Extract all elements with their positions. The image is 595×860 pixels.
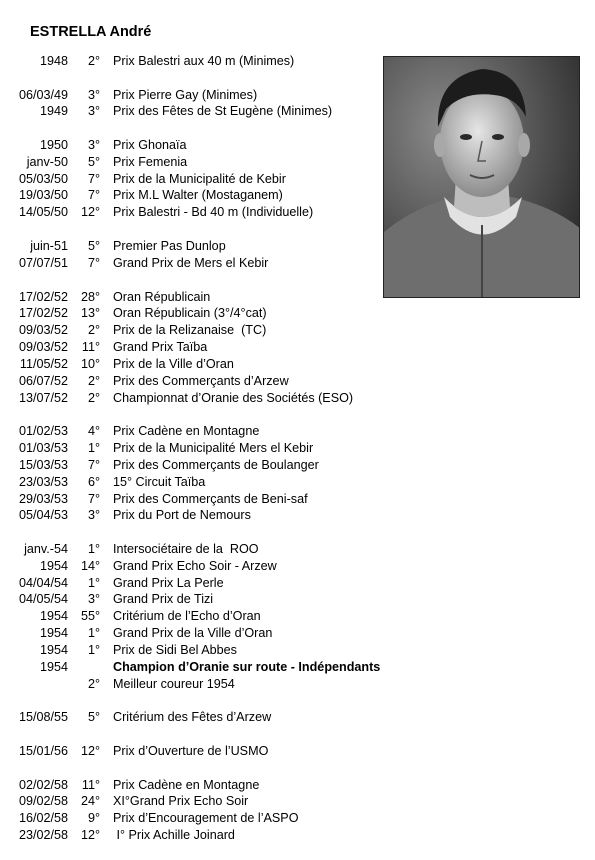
result-rank: 7°	[87, 172, 100, 186]
result-row	[0, 390, 560, 406]
result-row	[0, 625, 560, 641]
result-rank: 12°	[80, 828, 100, 842]
result-rank: 2°	[87, 677, 100, 691]
result-rank: 2°	[87, 391, 100, 405]
result-rank: 5°	[87, 710, 100, 724]
page-title: ESTRELLA André	[30, 24, 152, 40]
result-date: 1954	[39, 559, 68, 573]
result-date: 11/05/52	[19, 357, 68, 371]
result-event: Grand Prix La Perle	[113, 576, 224, 590]
result-event: Championnat d’Oranie des Sociétés (ESO)	[113, 391, 354, 405]
result-rank: 3°	[87, 88, 100, 102]
result-rank: 7°	[87, 492, 100, 506]
result-date: 05/04/53	[18, 508, 68, 522]
result-date: 07/07/51	[18, 256, 68, 270]
result-date: 02/02/58	[18, 778, 68, 792]
result-row	[0, 810, 560, 826]
result-rank: 1°	[87, 626, 100, 640]
result-row	[0, 204, 560, 220]
result-event: Oran Républicain (3°/4°cat)	[113, 306, 267, 320]
result-event: Grand Prix de Mers el Kebir	[113, 256, 269, 270]
result-rank: 3°	[87, 138, 100, 152]
result-row	[0, 827, 560, 843]
result-row	[0, 575, 560, 591]
result-rank: 14°	[80, 559, 100, 573]
result-row	[0, 642, 560, 658]
result-row	[0, 491, 560, 507]
result-date: 19/03/50	[18, 188, 68, 202]
result-event: Premier Pas Dunlop	[113, 239, 226, 253]
result-row	[0, 457, 560, 473]
result-event: Prix Cadène en Montagne	[113, 424, 260, 438]
result-date: 15/01/56	[18, 744, 68, 758]
result-event: Champion d’Oranie sur route - Indépendants	[113, 660, 381, 674]
result-date: 15/08/55	[18, 710, 68, 724]
result-event: Prix de la Relizanaise (TC)	[113, 323, 267, 337]
result-event: 15° Circuit Taïba	[113, 475, 206, 489]
result-rank: 12°	[80, 205, 100, 219]
result-row	[0, 793, 560, 809]
result-row	[0, 440, 560, 456]
result-row	[0, 322, 560, 338]
result-rank: 12°	[80, 744, 100, 758]
result-row	[0, 743, 560, 759]
result-rank: 11°	[81, 340, 100, 354]
result-date: 23/02/58	[18, 828, 68, 842]
result-event: Prix M.L Walter (Mostaganem)	[113, 188, 283, 202]
result-date: 06/03/49	[18, 88, 68, 102]
result-rank: 1°	[87, 542, 100, 556]
result-rank: 1°	[87, 441, 100, 455]
result-event: Prix de la Ville d’Oran	[113, 357, 234, 371]
result-date: 1948	[39, 54, 68, 68]
result-row	[0, 659, 560, 675]
result-event: XI°Grand Prix Echo Soir	[113, 794, 249, 808]
result-event: Intersociétaire de la ROO	[113, 542, 259, 556]
result-row	[0, 87, 560, 103]
result-event: Prix du Port de Nemours	[113, 508, 251, 522]
result-rank: 7°	[87, 256, 100, 270]
result-rank: 5°	[87, 239, 100, 253]
result-row	[0, 187, 560, 203]
result-row	[0, 507, 560, 523]
result-row	[0, 676, 560, 692]
result-row	[0, 171, 560, 187]
result-event: Prix d’Encouragement de l’ASPO	[113, 811, 299, 825]
result-date: 17/02/52	[18, 306, 68, 320]
result-row	[0, 154, 560, 170]
result-event: Critérium de l’Echo d’Oran	[113, 609, 261, 623]
result-rank: 4°	[87, 424, 100, 438]
result-rank: 7°	[87, 458, 100, 472]
result-event: Prix de la Municipalité de Kebir	[113, 172, 286, 186]
result-date: juin-51	[30, 239, 68, 253]
result-event: Prix des Fêtes de St Eugène (Minimes)	[113, 104, 333, 118]
result-row	[0, 289, 560, 305]
result-rank: 1°	[87, 643, 100, 657]
result-rank: 10°	[80, 357, 100, 371]
result-event: I° Prix Achille Joinard	[113, 828, 235, 842]
result-date: 23/03/53	[18, 475, 68, 489]
result-row	[0, 608, 560, 624]
result-event: Critérium des Fêtes d’Arzew	[113, 710, 272, 724]
result-event: Prix Cadène en Montagne	[113, 778, 260, 792]
result-row	[0, 558, 560, 574]
result-event: Prix Femenia	[113, 155, 188, 169]
result-event: Prix de la Municipalité Mers el Kebir	[113, 441, 314, 455]
result-date: 1954	[39, 660, 68, 674]
result-date: 09/02/58	[18, 794, 68, 808]
result-row	[0, 255, 560, 271]
result-rank: 2°	[87, 323, 100, 337]
result-date: 1954	[39, 609, 68, 623]
result-date: 1954	[39, 643, 68, 657]
result-date: 13/07/52	[18, 391, 68, 405]
result-row	[0, 373, 560, 389]
result-rank: 3°	[87, 592, 100, 606]
result-rank: 28°	[80, 290, 100, 304]
result-row	[0, 103, 560, 119]
result-date: 15/03/53	[18, 458, 68, 472]
result-date: 05/03/50	[18, 172, 68, 186]
result-date: 17/02/52	[18, 290, 68, 304]
result-row	[0, 541, 560, 557]
result-event: Prix des Commerçants de Boulanger	[113, 458, 319, 472]
result-row	[0, 53, 560, 69]
result-row	[0, 709, 560, 725]
result-rank: 3°	[87, 104, 100, 118]
result-date: 29/03/53	[18, 492, 68, 506]
result-row	[0, 238, 560, 254]
result-row	[0, 474, 560, 490]
result-date: 14/05/50	[18, 205, 68, 219]
result-rank: 11°	[81, 778, 100, 792]
result-event: Prix Pierre Gay (Minimes)	[113, 88, 258, 102]
result-row	[0, 356, 560, 372]
result-date: janv.-54	[24, 542, 68, 556]
result-rank: 3°	[87, 508, 100, 522]
result-event: Meilleur coureur 1954	[113, 677, 235, 691]
result-rank: 6°	[87, 475, 100, 489]
result-date: 1954	[39, 626, 68, 640]
result-event: Prix des Commerçants d’Arzew	[113, 374, 289, 388]
result-date: 04/04/54	[18, 576, 68, 590]
result-date: 09/03/52	[18, 340, 68, 354]
result-event: Grand Prix Taïba	[113, 340, 208, 354]
result-row	[0, 423, 560, 439]
result-date: 04/05/54	[18, 592, 68, 606]
result-rank: 2°	[87, 54, 100, 68]
result-event: Grand Prix de Tizi	[113, 592, 214, 606]
result-row	[0, 591, 560, 607]
result-date: 16/02/58	[18, 811, 68, 825]
result-rank: 2°	[87, 374, 100, 388]
result-rank: 55°	[80, 609, 100, 623]
result-event: Prix Ghonaïa	[113, 138, 187, 152]
result-event: Grand Prix Echo Soir - Arzew	[113, 559, 277, 573]
result-row	[0, 777, 560, 793]
result-rank: 1°	[87, 576, 100, 590]
result-date: 09/03/52	[18, 323, 68, 337]
result-date: janv-50	[26, 155, 68, 169]
result-event: Prix d’Ouverture de l’USMO	[113, 744, 269, 758]
result-event: Oran Républicain	[113, 290, 211, 304]
result-date: 06/07/52	[18, 374, 68, 388]
result-date: 1949	[39, 104, 68, 118]
result-rank: 7°	[87, 188, 100, 202]
result-event: Prix Balestri aux 40 m (Minimes)	[113, 54, 295, 68]
result-event: Prix Balestri - Bd 40 m (Individuelle)	[113, 205, 314, 219]
result-rank: 5°	[87, 155, 100, 169]
result-date: 01/02/53	[18, 424, 68, 438]
result-rank: 13°	[80, 306, 100, 320]
result-row	[0, 137, 560, 153]
result-event: Prix de Sidi Bel Abbes	[113, 643, 237, 657]
result-rank: 9°	[87, 811, 100, 825]
result-row	[0, 339, 560, 355]
result-rank: 24°	[80, 794, 100, 808]
result-event: Prix des Commerçants de Beni-saf	[113, 492, 308, 506]
result-date: 1950	[39, 138, 68, 152]
result-date: 01/03/53	[18, 441, 68, 455]
result-event: Grand Prix de la Ville d’Oran	[113, 626, 273, 640]
result-row	[0, 305, 560, 321]
